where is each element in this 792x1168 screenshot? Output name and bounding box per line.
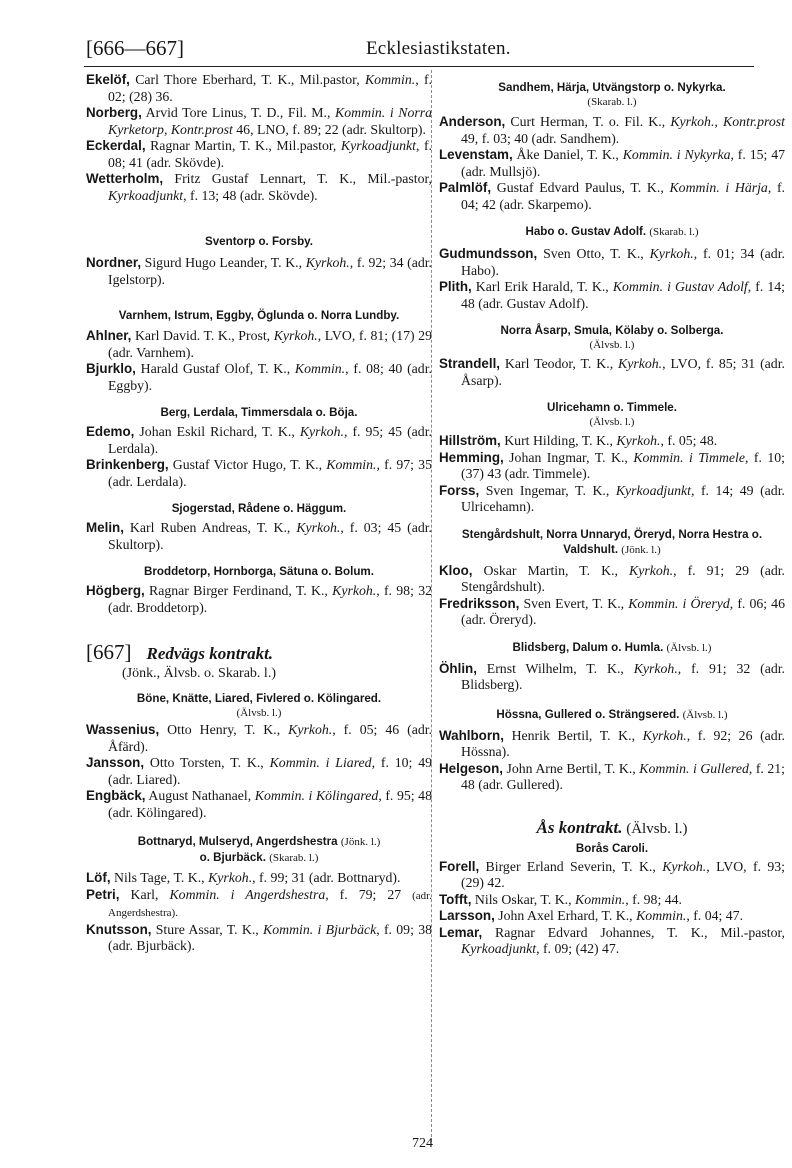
page-number: 724 bbox=[412, 1136, 433, 1151]
entry: Löf, Nils Tage, T. K., Kyrkoh., f. 99; 31 (adr. Bottnaryd). bbox=[86, 870, 401, 885]
section-heading: Broddetorp, Hornborga, Sätuna o. Bolum. bbox=[144, 565, 374, 578]
entry: Edemo, Johan Eskil Richard, T. K., Kyrkoh., f. 95; 45 (adr. Lerdala). bbox=[86, 424, 432, 456]
section-subheading: (Skarab. l.) bbox=[587, 96, 637, 108]
running-title: Ecklesiastikstaten. bbox=[366, 38, 511, 59]
entry: Eckerdal, Ragnar Martin, T. K., Mil.pastor, Kyrkoadjunkt, f. 08; 41 (adr. Skövde). bbox=[86, 138, 432, 170]
entry: Knutsson, Sture Assar, T. K., Kommin. i Bjurbäck, f. 09; 38 (adr. Bjurbäck). bbox=[86, 921, 432, 953]
section-heading: Sandhem, Härja, Utvängstorp o. Nykyrka. bbox=[498, 81, 726, 94]
entry: Forell, Birger Erland Severin, T. K., Kyrkoh., LVO, f. 93; (29) 42. bbox=[439, 858, 786, 890]
entry: Wahlborn, Henrik Bertil, T. K., Kyrkoh., f. 92; 26 (adr. Hössna). bbox=[439, 727, 785, 759]
kontrakt-heading: [667] Redvägs kontrakt. bbox=[86, 640, 274, 664]
section-heading: Stengårdshult, Norra Unnaryd, Öreryd, Norra Hestra o. Valdshult. (Jönk. l.) bbox=[461, 527, 763, 556]
right-column bbox=[439, 72, 785, 958]
entry: Bjurklo, Harald Gustaf Olof, T. K., Kommin., f. 08; 40 (adr. Eggby). bbox=[86, 361, 432, 393]
section-heading: Sventorp o. Forsby. bbox=[204, 235, 313, 248]
section-heading: Hössna, Gullered o. Strängsered. (Älvsb. l.) bbox=[496, 707, 728, 721]
section-subheading: (Älvsb. l.) bbox=[589, 339, 635, 351]
entry: Kloo, Oskar Martin, T. K., Kyrkoh., f. 91; 29 (adr. Stengårdshult). bbox=[439, 562, 785, 594]
entry: Högberg, Ragnar Birger Ferdinand, T. K., Kyrkoh., f. 98; 32 (adr. Broddetorp). bbox=[86, 583, 432, 615]
section-heading: Varnhem, Istrum, Eggby, Öglunda o. Norra Lundby. bbox=[118, 309, 400, 322]
entry: Helgeson, John Arne Bertil, T. K., Kommin. i Gullered, f. 21; 48 (adr. Gullered). bbox=[439, 760, 785, 792]
section-heading: Habo o. Gustav Adolf. (Skarab. l.) bbox=[525, 225, 699, 238]
entry: Levenstam, Åke Daniel, T. K., Kommin. i Nykyrka, f. 15; 47 (adr. Mullsjö). bbox=[439, 147, 785, 179]
column-divider bbox=[431, 70, 432, 1142]
entry: Wetterholm, Fritz Gustaf Lennart, T. K., Mil.-pastor, Kyrkoadjunkt, f. 13; 48 (adr. Skövde). bbox=[86, 171, 432, 203]
entry: Hillström, Kurt Hilding, T. K., Kyrkoh., f. 05; 48. bbox=[439, 433, 718, 448]
entry: Ahlner, Karl David. T. K., Prost, Kyrkoh., LVO, f. 81; (17) 29 (adr. Varnhem). bbox=[86, 328, 432, 360]
section-subheading: (Älvsb. l.) bbox=[589, 416, 635, 428]
left-column bbox=[86, 72, 432, 955]
entry: Öhlin, Ernst Wilhelm, T. K., Kyrkoh., f. 91; 32 (adr. Blidsberg). bbox=[439, 660, 785, 692]
page-range: [666—667] bbox=[86, 36, 184, 60]
entry: Nordner, Sigurd Hugo Leander, T. K., Kyrkoh., f. 92; 34 (adr. Igelstorp). bbox=[86, 255, 432, 287]
entry: Melin, Karl Ruben Andreas, T. K., Kyrkoh., f. 03; 45 (adr. Skultorp). bbox=[86, 520, 433, 552]
section-subheading: (Älvsb. l.) bbox=[236, 707, 282, 719]
section-heading: Berg, Lerdala, Timmersdala o. Böja. bbox=[160, 406, 358, 419]
header-rule bbox=[84, 66, 754, 67]
section-heading: Böne, Knätte, Liared, Fivlered o. Kölingared. bbox=[136, 692, 382, 705]
section-heading: Norra Åsarp, Smula, Kölaby o. Solberga. bbox=[500, 324, 724, 337]
entry: Tofft, Nils Oskar, T. K., Kommin., f. 98; 44. bbox=[439, 891, 682, 907]
section-heading: Ulricehamn o. Timmele. bbox=[547, 401, 677, 414]
entry: Norberg, Arvid Tore Linus, T. D., Fil. M., Kommin. i Norra Kyrketorp, Kontr.prost 46, LNO, f. 89; 22 (adr. Skultorp). bbox=[86, 105, 432, 137]
entry: Larsson, John Axel Erhard, T. K., Kommin., f. 04; 47. bbox=[439, 908, 744, 923]
entry: Palmlöf, Gustaf Edvard Paulus, T. K., Kommin. i Härja, f. 04; 42 (adr. Skarpemo). bbox=[439, 180, 785, 212]
section-heading: Blidsberg, Dalum o. Humla. (Älvsb. l.) bbox=[512, 640, 712, 654]
entry: Anderson, Curt Herman, T. o. Fil. K., Kyrkoh., Kontr.prost 49, f. 03; 40 (adr. Sandhem). bbox=[439, 114, 785, 146]
section-heading: Bottnaryd, Mulseryd, Angerdshestra (Jönk. l.) o. Bjurbäck. (Skarab. l.) bbox=[137, 835, 381, 864]
kontrakt-heading: Ås kontrakt. (Älvsb. l.) bbox=[536, 817, 688, 837]
page-header bbox=[86, 36, 754, 64]
entry: Fredriksson, Sven Evert, T. K., Kommin. i Öreryd, f. 06; 46 (adr. Öreryd). bbox=[439, 595, 785, 627]
entry: Wassenius, Otto Henry, T. K., Kyrkoh., f. 05; 46 (adr. Åfärd). bbox=[86, 722, 432, 754]
entry: Brinkenberg, Gustaf Victor Hugo, T. K., Kommin., f. 97; 35 (adr. Lerdala). bbox=[86, 457, 432, 489]
entry: Jansson, Otto Torsten, T. K., Kommin. i Liared, f. 10; 49 (adr. Liared). bbox=[86, 755, 432, 787]
section-heading: Borås Caroli. bbox=[575, 841, 649, 855]
entry: Forss, Sven Ingemar, T. K., Kyrkoadjunkt, f. 14; 49 (adr. Ulricehamn). bbox=[439, 482, 785, 514]
entry: Lemar, Ragnar Edvard Johannes, T. K., Mil.-pastor, Kyrkoadjunkt, f. 09; (42) 47. bbox=[439, 924, 785, 956]
entry: Plith, Karl Erik Harald, T. K., Kommin. i Gustav Adolf, f. 14; 48 (adr. Gustav Adolf). bbox=[439, 279, 786, 311]
entry: Engbäck, August Nathanael, Kommin. i Kölingared, f. 95; 48 (adr. Kölingared). bbox=[86, 788, 432, 820]
entry: Strandell, Karl Teodor, T. K., Kyrkoh., LVO, f. 85; 31 (adr. Åsarp). bbox=[439, 356, 785, 388]
kontrakt-subtitle: (Jönk., Älvsb. o. Skarab. l.) bbox=[122, 666, 276, 681]
section-heading: Sjogerstad, Rådene o. Häggum. bbox=[171, 502, 347, 515]
entry: Gudmundsson, Sven Otto, T. K., Kyrkoh., f. 01; 34 (adr. Habo). bbox=[439, 246, 785, 278]
entry: Petri, Karl, Kommin. i Angerdshestra, f. 79; 27 (adr. Angerdshestra). bbox=[86, 886, 432, 919]
entry: Hemming, Johan Ingmar, T. K., Kommin. i Timmele, f. 10; (37) 43 (adr. Timmele). bbox=[439, 449, 785, 481]
entry: Ekelöf, Carl Thore Eberhard, T. K., Mil.pastor, Kommin., f. 02; (28) 36. bbox=[86, 72, 432, 104]
